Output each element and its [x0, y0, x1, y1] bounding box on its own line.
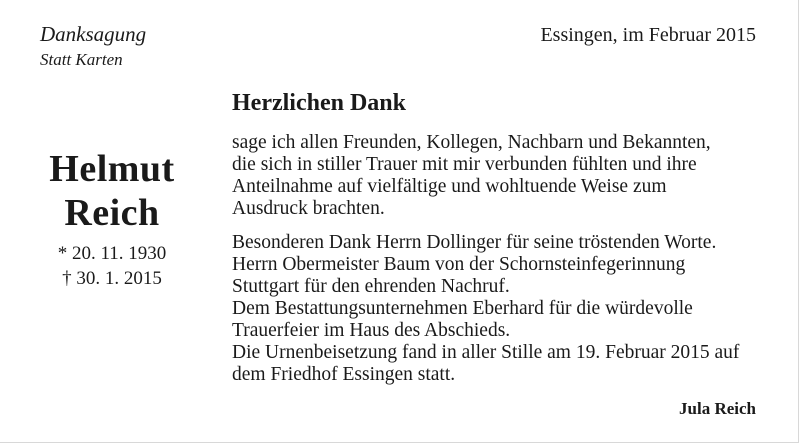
deceased-first-name: Helmut: [49, 148, 175, 190]
place-date: Essingen, im Februar 2015: [540, 24, 756, 46]
deceased-block: [20, 147, 204, 291]
header-left: [40, 22, 146, 70]
notice-subtitle: Statt Karten: [40, 50, 123, 69]
text-line: Anteilnahme auf vielfältige und wohltuende Weise zum: [232, 176, 667, 197]
text-line: sage ich allen Freunden, Kollegen, Nachbarn und Bekannten,: [232, 132, 711, 153]
special-thanks-paragraph: [232, 232, 772, 386]
birth-date: * 20. 11. 1930: [57, 243, 167, 264]
text-line: die sich in stiller Trauer mit mir verbunden fühlten und ihre: [232, 154, 697, 175]
text-line: Ausdruck brachten.: [232, 198, 385, 219]
text-line: Stuttgart für den ehrenden Nachruf.: [232, 276, 510, 297]
text-line: Herrn Obermeister Baum von der Schornsteinfegerinnung: [232, 254, 686, 275]
signature: Jula Reich: [679, 399, 756, 418]
text-line: dem Friedhof Essingen statt.: [232, 364, 456, 385]
death-date: † 30. 1. 2015: [62, 268, 162, 289]
deceased-last-name: Reich: [64, 192, 160, 234]
text-line: Besonderen Dank Herrn Dollinger für seine tröstenden Worte.: [232, 232, 717, 253]
thanks-paragraph: [232, 132, 772, 220]
message-body: [232, 88, 772, 386]
notice-title: Danksagung: [40, 22, 147, 46]
text-line: Trauerfeier im Haus des Abschieds.: [232, 320, 511, 341]
text-line: Die Urnenbeisetzung fand in aller Stille am 19. Februar 2015 auf: [232, 342, 740, 363]
text-line: Dem Bestattungsunternehmen Eberhard für die würdevolle: [232, 298, 693, 319]
message-heading: Herzlichen Dank: [232, 90, 406, 116]
life-dates: [20, 241, 204, 291]
